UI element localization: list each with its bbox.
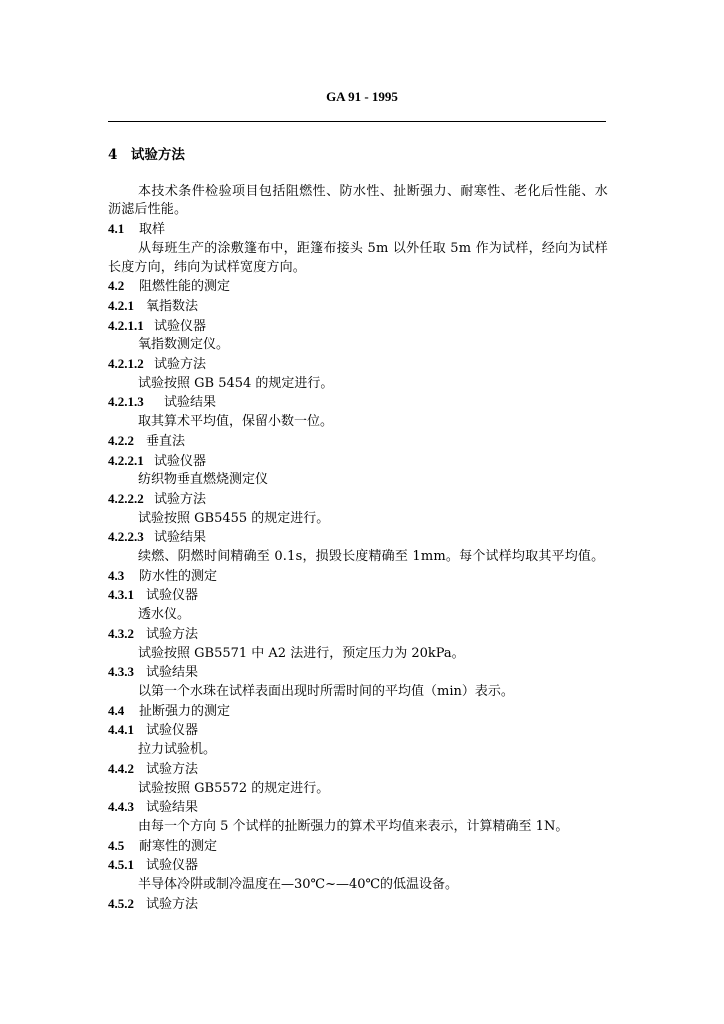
clause-heading xyxy=(108,528,608,548)
clause-title: 试验方法 xyxy=(154,491,207,507)
clause-heading xyxy=(108,297,608,317)
clause-title: 试验仪器 xyxy=(154,318,207,334)
clause-text: 试验按照 GB5572 的规定进行。 xyxy=(138,780,330,796)
clause-heading xyxy=(108,760,608,780)
clause-title: 耐寒性的测定 xyxy=(139,838,218,854)
clause-title: 取样 xyxy=(139,222,166,238)
clause-number: 4.3.2 xyxy=(108,625,134,641)
clause-heading xyxy=(108,277,608,297)
clause-text: 半导体冷阱或制冷温度在—30℃~—40℃的低温设备。 xyxy=(138,877,459,893)
clause-title: 试验方法 xyxy=(146,626,199,642)
clause-heading xyxy=(108,452,608,472)
clause-heading xyxy=(108,490,608,510)
clause-number: 4.2.1.3 xyxy=(108,394,144,410)
clause-number: 4.2.1.2 xyxy=(108,356,144,372)
clause-heading xyxy=(108,355,608,375)
clause-title: 垂直法 xyxy=(146,433,186,449)
clause-number: 4.3.3 xyxy=(108,664,134,680)
clause-text: 由每一个方向 5 个试样的扯断强力的算术平均值来表示，计算精确至 1N。 xyxy=(138,818,569,834)
clause-title: 试验方法 xyxy=(146,896,199,912)
clause-text: 拉力试验机。 xyxy=(138,742,217,758)
clause-number: 4.3.1 xyxy=(108,587,134,603)
clause-heading xyxy=(108,432,608,452)
clause-heading xyxy=(108,220,608,240)
clause-number: 4.2.2.1 xyxy=(108,452,144,468)
clause-text: 氧指数测定仪。 xyxy=(138,337,230,353)
clause-title: 试验仪器 xyxy=(146,588,199,604)
clause-text: 纺织物垂直燃烧测定仪 xyxy=(138,472,269,488)
clause-text: 试验按照 GB5571 中 A2 法进行，预定压力为 20kPa。 xyxy=(138,645,465,661)
clause-heading xyxy=(108,895,608,915)
clause-number: 4.5.1 xyxy=(108,857,134,873)
clause-number: 4.5.2 xyxy=(108,895,134,911)
clause-heading xyxy=(108,798,608,818)
clause-title: 防水性的测定 xyxy=(139,568,218,584)
intro-paragraph: 本技术条件检验项目包括阻燃性、防水性、扯断强力、耐寒性、老化后性能、水沥滤后性能。 xyxy=(108,183,608,218)
clause-title: 试验仪器 xyxy=(154,453,207,469)
clause-title: 试验方法 xyxy=(146,761,199,777)
section-title: 4 试验方法 xyxy=(108,147,185,163)
clause-title: 试验结果 xyxy=(146,800,199,816)
clause-heading xyxy=(108,856,608,876)
clause-number: 4.4.3 xyxy=(108,799,134,815)
clause-title: 氧指数法 xyxy=(146,298,199,314)
clause-title: 试验结果 xyxy=(164,395,217,411)
clause-title: 试验方法 xyxy=(154,357,207,373)
clause-text: 试验按照 GB 5454 的规定进行。 xyxy=(138,375,334,391)
document-header-code: GA 91 - 1995 xyxy=(326,89,398,104)
clause-heading xyxy=(108,721,608,741)
clause-heading xyxy=(108,393,608,413)
clause-number: 4.4.1 xyxy=(108,722,134,738)
clause-number: 4.1 xyxy=(108,221,125,237)
clause-paragraph: 从每班生产的涂敷篷布中，距篷布接头 5m 以外任取 5m 作为试样，经向为试样长度方向，纬向为试样宽度方向。 xyxy=(108,240,608,275)
clause-text: 透水仪。 xyxy=(138,607,191,623)
clause-title: 试验结果 xyxy=(146,665,199,681)
clause-number: 4.5 xyxy=(108,837,125,853)
clause-title: 试验仪器 xyxy=(146,858,199,874)
document-body xyxy=(108,146,608,914)
clause-number: 4.4 xyxy=(108,702,125,718)
clause-paragraph: 续燃、阴燃时间精确至 0.1s，损毁长度精确至 1mm。每个试样均取其平均值。 xyxy=(138,549,605,565)
clause-text: 以第一个水珠在试样表面出现时所需时间的平均值（min）表示。 xyxy=(138,683,514,699)
clause-heading xyxy=(108,567,608,587)
clause-number: 4.2 xyxy=(108,278,125,294)
clause-heading xyxy=(108,663,608,683)
clause-number: 4.2.2.3 xyxy=(108,529,144,545)
clause-title: 试验结果 xyxy=(154,530,207,546)
clause-number: 4.2.1.1 xyxy=(108,317,144,333)
clause-number: 4.4.2 xyxy=(108,760,134,776)
clause-number: 4.2.2.2 xyxy=(108,490,144,506)
clause-list xyxy=(108,220,608,914)
header-rule xyxy=(108,121,606,122)
clause-heading xyxy=(108,625,608,645)
clause-number: 4.2.1 xyxy=(108,297,134,313)
clause-heading xyxy=(108,317,608,337)
clause-text: 试验按照 GB5455 的规定进行。 xyxy=(138,510,330,526)
clause-title: 试验仪器 xyxy=(146,723,199,739)
clause-number: 4.3 xyxy=(108,567,125,583)
clause-number: 4.2.2 xyxy=(108,432,134,448)
clause-heading xyxy=(108,702,608,722)
clause-title: 阻燃性能的测定 xyxy=(139,279,231,295)
clause-text: 取其算术平均值，保留小数一位。 xyxy=(138,414,334,430)
clause-heading xyxy=(108,837,608,857)
clause-heading xyxy=(108,586,608,606)
clause-title: 扯断强力的测定 xyxy=(139,703,231,719)
